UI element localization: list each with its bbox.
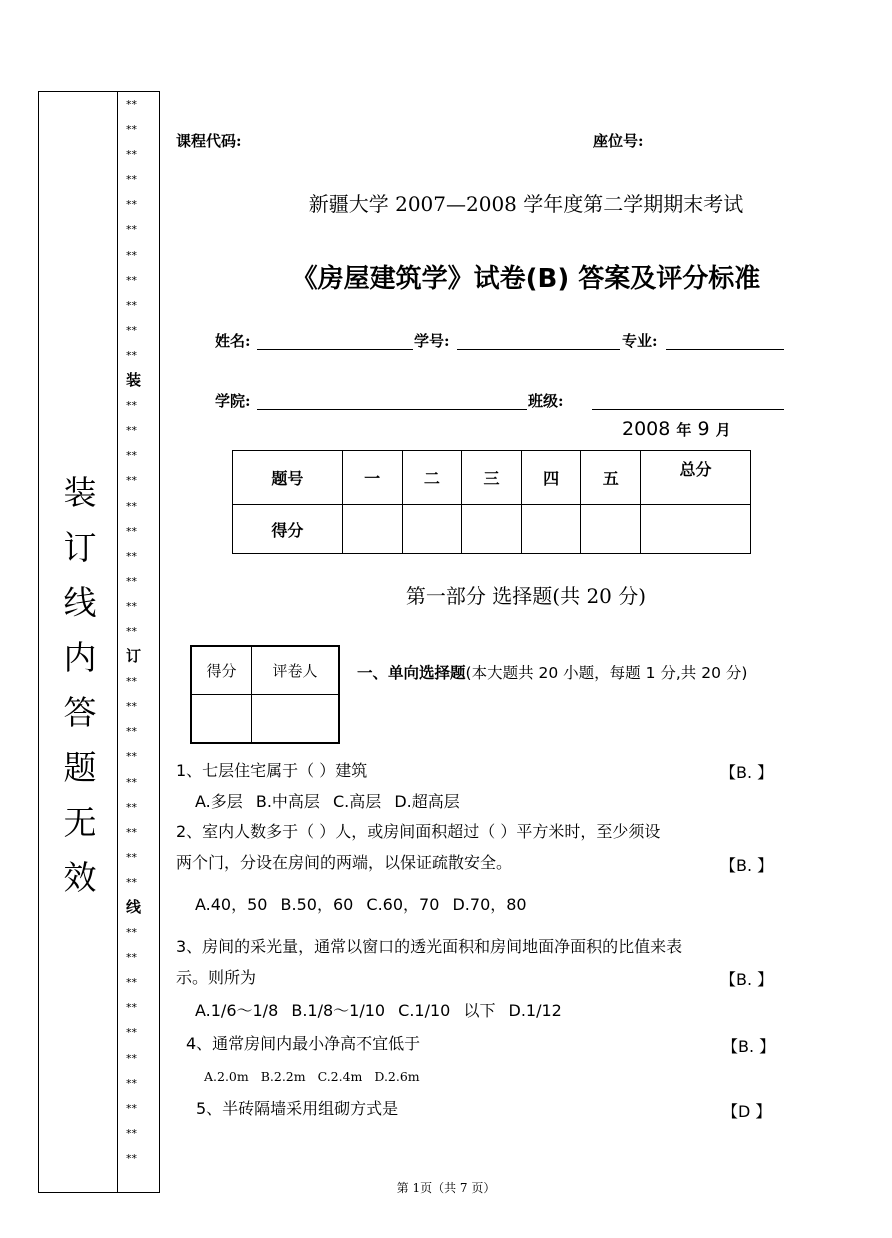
binding-star: **	[126, 248, 137, 262]
binding-star: **	[126, 675, 137, 689]
binding-star: **	[126, 624, 137, 638]
question-1-answer: 【B. 】	[720, 763, 774, 782]
score-cell[interactable]	[641, 505, 751, 554]
binding-star: **	[126, 599, 137, 613]
score-row-label: 得分	[233, 505, 343, 554]
binding-star: **	[126, 926, 137, 940]
binding-star: **	[126, 173, 137, 187]
binding-star: **	[126, 700, 137, 714]
score-header-cell: 总分	[641, 451, 751, 505]
binding-star: **	[126, 524, 137, 538]
question-4-options: A.2.0m B.2.2m C.2.4m D.2.6m	[204, 1069, 420, 1084]
question-3-text-line2: 示。则所为	[176, 968, 257, 987]
class-label: 班级:	[528, 392, 564, 410]
exam-month-unit: 月	[715, 421, 731, 439]
binding-warning-char: 答	[63, 693, 97, 732]
question-4-text: 4、通常房间内最小净高不宜低于	[186, 1034, 421, 1053]
grader-box	[190, 645, 340, 744]
grader-name-cell[interactable]	[251, 695, 339, 744]
course-code-label: 课程代码:	[176, 132, 242, 150]
binding-star: **	[126, 298, 137, 312]
binding-star: **	[126, 976, 137, 990]
score-cell[interactable]	[581, 505, 641, 554]
binding-star: **	[126, 198, 137, 212]
score-header-cell: 五	[581, 451, 641, 505]
binding-char: 订	[126, 647, 142, 666]
score-header-cell: 题号	[233, 451, 343, 505]
binding-star: **	[126, 951, 137, 965]
student-id-label: 学号:	[414, 332, 450, 350]
binding-star: **	[126, 1026, 137, 1040]
section-heading	[357, 660, 787, 687]
question-5-answer: 【D 】	[722, 1102, 772, 1121]
binding-star: **	[126, 825, 137, 839]
binding-warning-char: 内	[63, 638, 97, 677]
exam-title: 新疆大学 2007—2008 学年度第二学期期末考试	[308, 192, 744, 216]
binding-star-column	[120, 92, 156, 1171]
binding-warning-char: 效	[63, 858, 97, 897]
score-header-cell: 二	[402, 451, 462, 505]
question-3-answer: 【B. 】	[720, 970, 774, 989]
binding-char: 装	[126, 371, 142, 390]
question-2-answer: 【B. 】	[720, 856, 774, 875]
student-id-field[interactable]	[457, 349, 620, 350]
name-field[interactable]	[257, 349, 413, 350]
major-field[interactable]	[666, 349, 784, 350]
binding-star: **	[126, 223, 137, 237]
score-header-cell: 一	[342, 451, 402, 505]
grader-score-label: 得分	[191, 646, 251, 695]
score-header-cell: 四	[521, 451, 581, 505]
exam-date	[622, 418, 731, 440]
college-field[interactable]	[257, 409, 527, 410]
binding-warning	[50, 465, 110, 905]
binding-star: **	[126, 399, 137, 413]
question-3-options: A.1/6～1/8 B.1/8～1/10 C.1/10 以下 D.1/12	[195, 1001, 562, 1020]
binding-star: **	[126, 1101, 137, 1115]
binding-star: **	[126, 499, 137, 513]
binding-star: **	[126, 574, 137, 588]
exam-month: 9	[697, 418, 710, 440]
question-2-options: A.40，50 B.50，60 C.60，70 D.70，80	[195, 895, 527, 914]
question-2-text-line1: 2、室内人数多于（ ）人，或房间面积超过（ ）平方米时，至少须设	[176, 822, 661, 841]
binding-star: **	[126, 850, 137, 864]
score-table-value-row	[233, 505, 751, 554]
binding-star: **	[126, 449, 137, 463]
binding-star: **	[126, 750, 137, 764]
binding-star: **	[126, 98, 137, 111]
binding-star: **	[126, 549, 137, 563]
binding-star: **	[126, 123, 137, 137]
grader-label: 评卷人	[251, 646, 339, 695]
section-title: 一、单向选择题	[357, 664, 466, 682]
score-cell[interactable]	[521, 505, 581, 554]
binding-star: **	[126, 725, 137, 739]
binding-star: **	[126, 775, 137, 789]
section-description: (本大题共 20 小题，每题 1 分,共 20 分)	[465, 664, 748, 682]
binding-star: **	[126, 1126, 137, 1140]
binding-star: **	[126, 348, 137, 362]
class-field[interactable]	[592, 409, 784, 410]
binding-warning-char: 装	[63, 473, 97, 512]
binding-star: **	[126, 323, 137, 337]
question-3-text-line1: 3、房间的采光量，通常以窗口的透光面积和房间地面净面积的比值来表	[176, 937, 683, 956]
binding-star: **	[126, 1001, 137, 1015]
score-cell[interactable]	[342, 505, 402, 554]
name-label: 姓名:	[215, 332, 251, 350]
question-1-text: 1、七层住宅属于（ ）建筑	[176, 761, 368, 780]
binding-star: **	[126, 875, 137, 889]
question-5-text: 5、半砖隔墙采用组砌方式是	[196, 1099, 399, 1118]
binding-warning-char: 题	[63, 748, 97, 787]
binding-star: **	[126, 1051, 137, 1065]
score-table	[232, 450, 751, 554]
binding-margin-divider	[117, 91, 118, 1193]
college-label: 学院:	[215, 392, 251, 410]
question-4-answer: 【B. 】	[722, 1037, 776, 1056]
part-title: 第一部分 选择题(共 20 分)	[405, 584, 647, 608]
binding-star: **	[126, 474, 137, 488]
binding-star: **	[126, 148, 137, 162]
paper-title: 《房屋建筑学》试卷(B) 答案及评分标准	[291, 264, 761, 294]
binding-warning-char: 线	[63, 583, 97, 622]
major-label: 专业:	[622, 332, 658, 350]
score-header-cell: 三	[462, 451, 522, 505]
binding-char: 线	[126, 898, 142, 916]
binding-star: **	[126, 424, 137, 438]
question-1-options: A.多层 B.中高层 C.高层 D.超高层	[195, 792, 460, 811]
score-table-header-row	[233, 451, 751, 505]
grader-score-cell[interactable]	[191, 695, 251, 744]
seat-number-label: 座位号:	[593, 132, 644, 150]
page-footer: 第 1页（共 7 页）	[396, 1181, 496, 1195]
question-2-text-line2: 两个门，分设在房间的两端，以保证疏散安全。	[176, 853, 513, 872]
binding-star: **	[126, 273, 137, 287]
exam-year: 2008	[622, 418, 671, 440]
binding-star: **	[126, 1076, 137, 1090]
score-cell[interactable]	[462, 505, 522, 554]
binding-warning-char: 订	[63, 528, 97, 567]
exam-year-unit: 年	[676, 421, 692, 439]
score-cell[interactable]	[402, 505, 462, 554]
binding-star: **	[126, 1151, 137, 1165]
binding-star: **	[126, 800, 137, 814]
binding-warning-char: 无	[63, 803, 97, 842]
